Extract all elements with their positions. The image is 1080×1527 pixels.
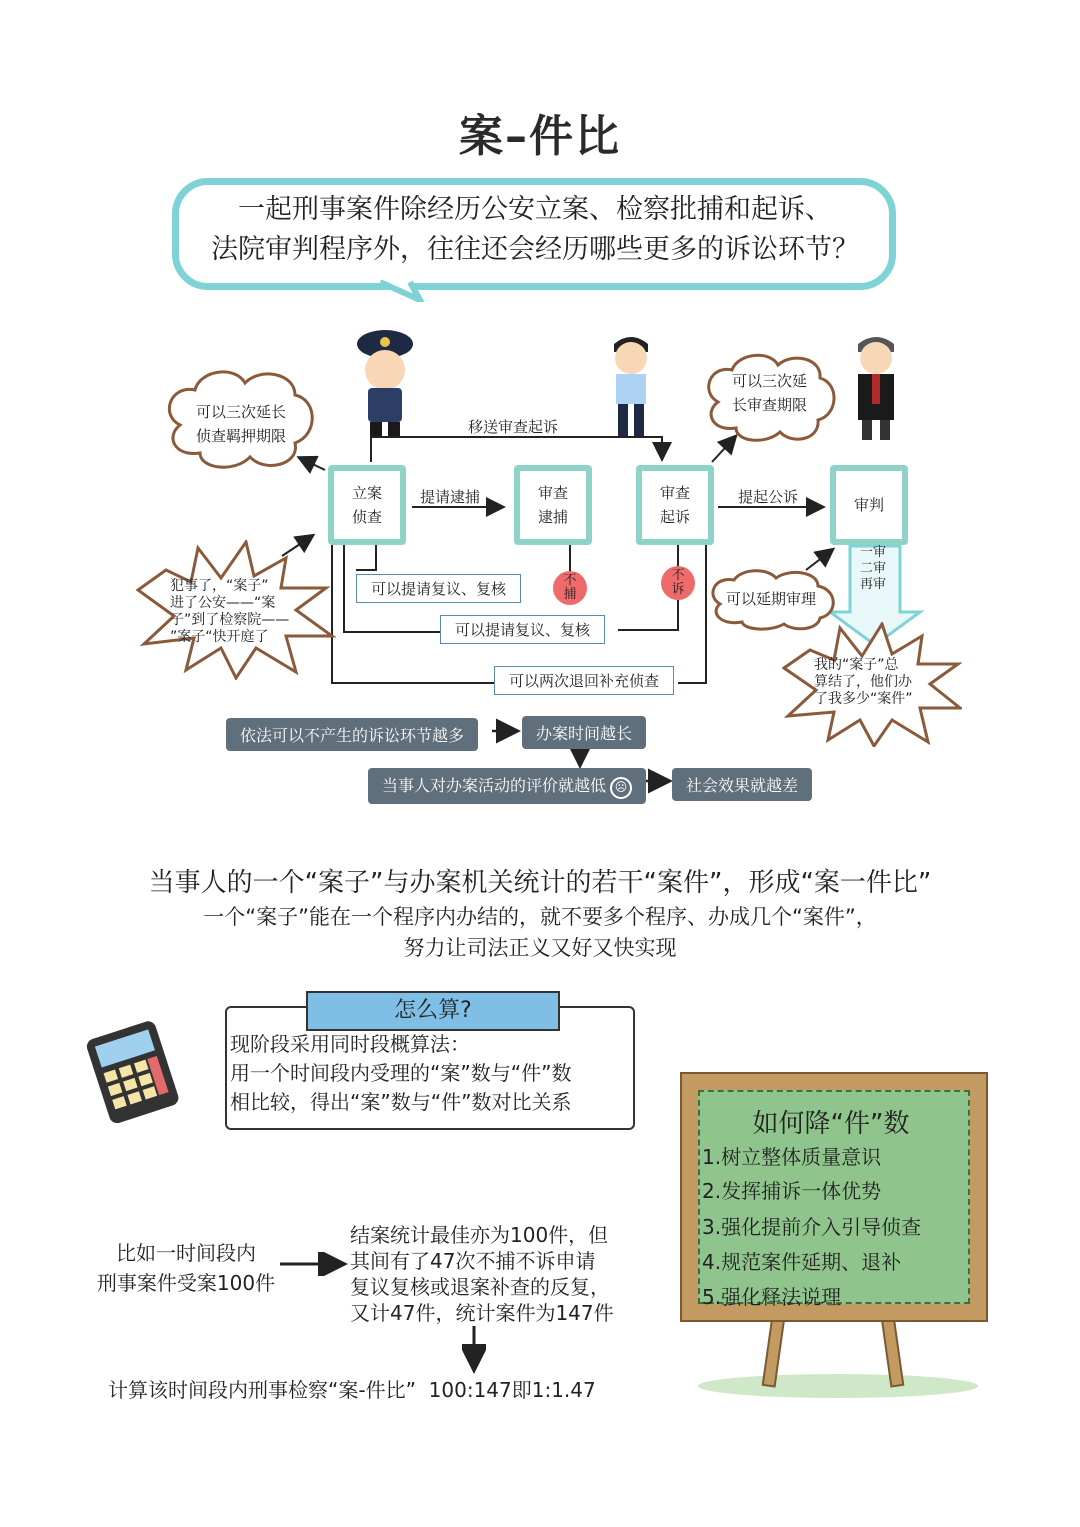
board-item-1: 1.树立整体质量意识 [702,1145,882,1169]
review-label-2: 可以提请复议、复核 [440,615,605,644]
burst-right-text [814,657,932,708]
cloud-right-line1: 可以三次延 [731,372,807,390]
trial-level-2: 二审 [859,561,886,576]
sad-face-icon: ☹ [610,777,632,799]
example-result: 计算该时间段内刑事检察“案-件比” 100:147即1:1.47 [108,1378,596,1402]
stage-investigation-line1: 立案 [351,484,382,502]
example-right-line4: 又计47件，统计案件为147件 [350,1301,614,1325]
stage-arrest-line2: 逮捕 [537,508,568,526]
no-prosecute-line2: 诉 [671,582,685,597]
no-arrest-badge [553,571,587,605]
stage-investigation [328,465,406,545]
burst-left-line1: 犯事了，“案子” [170,578,269,594]
stage-investigation-line2: 侦查 [351,508,382,526]
example-right [350,1222,640,1326]
board-title: 如何降“件”数 [752,1109,910,1139]
chain-pill-3 [368,768,646,804]
burst-left-line4: ”案子“快开庭了 [170,629,269,645]
example-left [96,1238,276,1298]
review-label-1: 可以提请复议、复核 [356,574,521,603]
cloud-right-line2: 长审查期限 [731,396,807,414]
example-arrow [278,1252,348,1276]
board-easel [690,1310,980,1400]
no-prosecute-line1: 不 [671,568,685,583]
example-left-line1: 比如一时间段内 [116,1241,256,1265]
burst-right-line2: 算结了，他们办 [814,674,912,690]
request-arrest-label: 提请逮捕 [420,488,481,506]
prosecute-label: 提起公诉 [738,488,799,506]
judge-icon [848,330,904,442]
calc-line2: 用一个时间段内受理的“案”数与“件”数 [230,1061,572,1085]
chain-pill-2: 办案时间越长 [522,716,646,749]
calculator-icon [78,1016,188,1124]
stage-trial-label: 审判 [853,496,884,514]
stage-arrest-line1: 审查 [537,484,568,502]
summary-headline: 当事人的一个“案子”与办案机关统计的若干“案件”，形成“案一件比” [148,868,932,898]
example-right-line2: 其间有了47次不捕不诉申请 [350,1249,596,1273]
burst-right-line1: 我的“案子”总 [814,657,899,673]
no-prosecute-badge [661,566,695,600]
stage-arrest-review [514,465,592,545]
calc-line1: 现阶段采用同时段概算法： [230,1032,470,1056]
stage-trial [830,465,908,545]
summary-line1: 一个“案子”能在一个程序内办结的，就不要多个程序、办成几个“案件”， [203,905,877,929]
cloud-trial-text: 可以延期审理 [726,590,817,608]
trial-levels [856,545,890,593]
question-line1: 一起刑事案件除经历公安立案、检察批捕和起诉、 [238,194,832,225]
burst-left-text [170,578,310,646]
question-line2: 法院审判程序外，往往还会经历哪些更多的诉讼环节？ [211,234,859,265]
calc-banner: 怎么算? [306,991,560,1031]
board-item-4: 4.规范案件延期、退补 [702,1250,902,1274]
chain-pill-1: 依法可以不产生的诉讼环节越多 [226,718,478,751]
board-item-3: 3.强化提前介入引导侦查 [702,1215,922,1239]
example-right-line1: 结案统计最佳亦为100件，但 [350,1223,609,1247]
burst-right-line3: 了我多少“案件” [814,691,913,707]
chain-pill-4: 社会效果就越差 [672,768,812,801]
stage-prosecution-line1: 审查 [659,484,690,502]
chain-pill-3-text: 当事人对办案活动的评价就越低 [382,776,607,795]
calc-line3: 相比较，得出“案”数与“件”数对比关系 [230,1090,572,1114]
return-supplement-label: 可以两次退回补充侦查 [494,666,674,695]
trial-level-1: 一审 [859,545,886,560]
cloud-left-line2: 侦查羁押期限 [195,427,286,445]
cloud-left-line1: 可以三次延长 [195,403,286,421]
example-down-arrow [462,1324,486,1374]
stage-prosecution-line2: 起诉 [659,508,690,526]
board-item-2: 2.发挥捕诉一体优势 [702,1179,882,1203]
example-left-line2: 刑事案件受案100件 [96,1271,276,1295]
page-title: 案–件比 [459,111,621,162]
trial-level-3: 再审 [859,577,886,592]
no-arrest-line1: 不 [563,573,577,588]
transfer-label: 移送审查起诉 [468,418,559,436]
burst-left-line2: 进了公安——“案 [170,595,276,611]
calc-text [230,1030,635,1117]
summary-line2: 努力让司法正义又好又快实现 [403,936,677,960]
police-icon [352,322,418,438]
no-arrest-line2: 捕 [563,587,577,602]
burst-left-line3: 子”到了检察院—— [170,612,290,628]
example-right-line3: 复议复核或退案补查的反复， [350,1275,610,1299]
prosecutor-icon [600,330,662,438]
stage-prosecution-review [636,465,714,545]
board-item-5: 5.强化释法说理 [702,1285,842,1309]
cloud-right-text [712,369,827,417]
cloud-left-text [178,400,304,448]
